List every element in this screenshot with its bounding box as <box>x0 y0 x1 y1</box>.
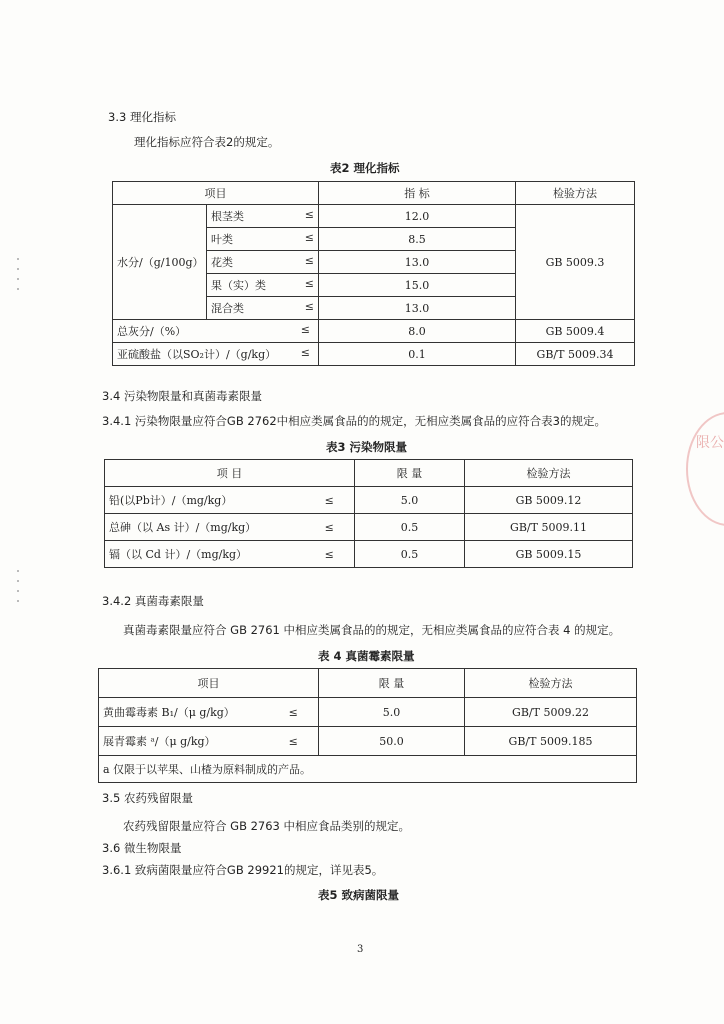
table-cell <box>207 251 319 274</box>
table-cell: 50.0 <box>319 727 465 756</box>
section-3-5-body: 农药残留限量应符合 GB 2763 中相应食品类别的规定。 <box>123 819 411 833</box>
table-cell: GB 5009.4 <box>516 320 635 343</box>
table-cell: 12.0 <box>319 205 516 228</box>
table-cell: 13.0 <box>319 251 516 274</box>
leq-symbol: ≤ <box>300 346 310 359</box>
category-name: 叶类 <box>211 233 233 246</box>
margin-marks <box>17 258 19 298</box>
leq-symbol: ≤ <box>304 254 314 267</box>
table-header: 限 量 <box>319 669 465 698</box>
row-name: 亚硫酸盐（以SO₂计）/（g/kg） <box>117 348 277 361</box>
table-footnote: a 仅限于以苹果、山楂为原料制成的产品。 <box>99 756 637 783</box>
table-header: 限 量 <box>355 460 465 487</box>
table5-caption: 表5 致病菌限量 <box>318 888 400 902</box>
table-cell: 0.5 <box>355 541 465 568</box>
section-3-4-2-body: 真菌毒素限量应符合 GB 2761 中相应类属食品的的规定，无相应类属食品的应符合表 4 的规定。 <box>123 623 621 637</box>
section-3-6-1: 3.6.1 致病菌限量应符合GB 29921的规定，详见表5。 <box>102 863 384 877</box>
table-header: 检验方法 <box>465 669 637 698</box>
table-cell: 0.5 <box>355 514 465 541</box>
official-seal <box>686 412 724 526</box>
leq-symbol: ≤ <box>305 487 355 514</box>
leq-symbol: ≤ <box>304 208 314 221</box>
table-cell: GB/T 5009.185 <box>465 727 637 756</box>
table-cell: GB/T 5009.11 <box>465 514 633 541</box>
category-name: 根茎类 <box>211 210 244 223</box>
section-3-3-body: 理化指标应符合表2的规定。 <box>134 135 280 149</box>
table-cell: GB 5009.15 <box>465 541 633 568</box>
table-cell <box>113 320 319 343</box>
table-cell <box>207 205 319 228</box>
leq-symbol: ≤ <box>269 727 319 756</box>
table-cell: 5.0 <box>355 487 465 514</box>
table-cell: 总砷（以 As 计）/（mg/kg） <box>105 514 305 541</box>
table-cell: 8.5 <box>319 228 516 251</box>
table-header: 指 标 <box>319 182 516 205</box>
page-number: 3 <box>357 944 364 955</box>
table-4 <box>98 668 637 783</box>
section-3-6-heading: 3.6 微生物限量 <box>102 841 182 855</box>
section-3-4-heading: 3.4 污染物限量和真菌毒素限量 <box>102 389 262 403</box>
table-cell: 铅(以Pb计）/（mg/kg） <box>105 487 305 514</box>
table4-caption: 表 4 真菌霉素限量 <box>318 649 415 663</box>
leq-symbol: ≤ <box>304 277 314 290</box>
table-cell: 0.1 <box>319 343 516 366</box>
table-header: 项目 <box>113 182 319 205</box>
section-3-4-2: 3.4.2 真菌毒素限量 <box>102 594 204 608</box>
section-3-4-1: 3.4.1 污染物限量应符合GB 2762中相应类属食品的的规定，无相应类属食品的应符合表3的规定。 <box>102 414 606 428</box>
section-3-3-heading: 3.3 理化指标 <box>108 110 176 124</box>
table-cell <box>207 297 319 320</box>
table-3 <box>104 459 633 568</box>
leq-symbol: ≤ <box>269 698 319 727</box>
table-cell: 15.0 <box>319 274 516 297</box>
table-cell: 黄曲霉毒素 B₁/（μ g/kg） <box>99 698 269 727</box>
table-cell: GB/T 5009.22 <box>465 698 637 727</box>
table-cell: 镉（以 Cd 计）/（mg/kg） <box>105 541 305 568</box>
leq-symbol: ≤ <box>305 541 355 568</box>
category-name: 果（实）类 <box>211 279 266 292</box>
table-cell: 13.0 <box>319 297 516 320</box>
category-name: 混合类 <box>211 302 244 315</box>
margin-marks <box>17 570 19 610</box>
table-cell: 8.0 <box>319 320 516 343</box>
table-header: 项目 <box>99 669 319 698</box>
category-name: 花类 <box>211 256 233 269</box>
leq-symbol: ≤ <box>304 300 314 313</box>
table-cell: GB/T 5009.34 <box>516 343 635 366</box>
leq-symbol: ≤ <box>300 323 310 336</box>
moisture-label: 水分/（g/100g） <box>113 205 207 320</box>
row-name: 总灰分/（%） <box>117 325 187 338</box>
section-3-5-heading: 3.5 农药残留限量 <box>102 791 193 805</box>
table-cell <box>207 274 319 297</box>
table-cell: 5.0 <box>319 698 465 727</box>
table-header: 检验方法 <box>465 460 633 487</box>
table2-caption: 表2 理化指标 <box>330 161 400 175</box>
table-header: 项 目 <box>105 460 355 487</box>
leq-symbol: ≤ <box>305 514 355 541</box>
table3-caption: 表3 污染物限量 <box>326 440 408 454</box>
table-cell <box>207 228 319 251</box>
table-cell: GB 5009.12 <box>465 487 633 514</box>
seal-text: 限公 <box>696 435 724 451</box>
table-cell: 展青霉素 ᵃ/（μ g/kg） <box>99 727 269 756</box>
table-2 <box>112 181 635 366</box>
table-cell <box>113 343 319 366</box>
table-header: 检验方法 <box>516 182 635 205</box>
leq-symbol: ≤ <box>304 231 314 244</box>
table-cell: GB 5009.3 <box>516 205 635 320</box>
